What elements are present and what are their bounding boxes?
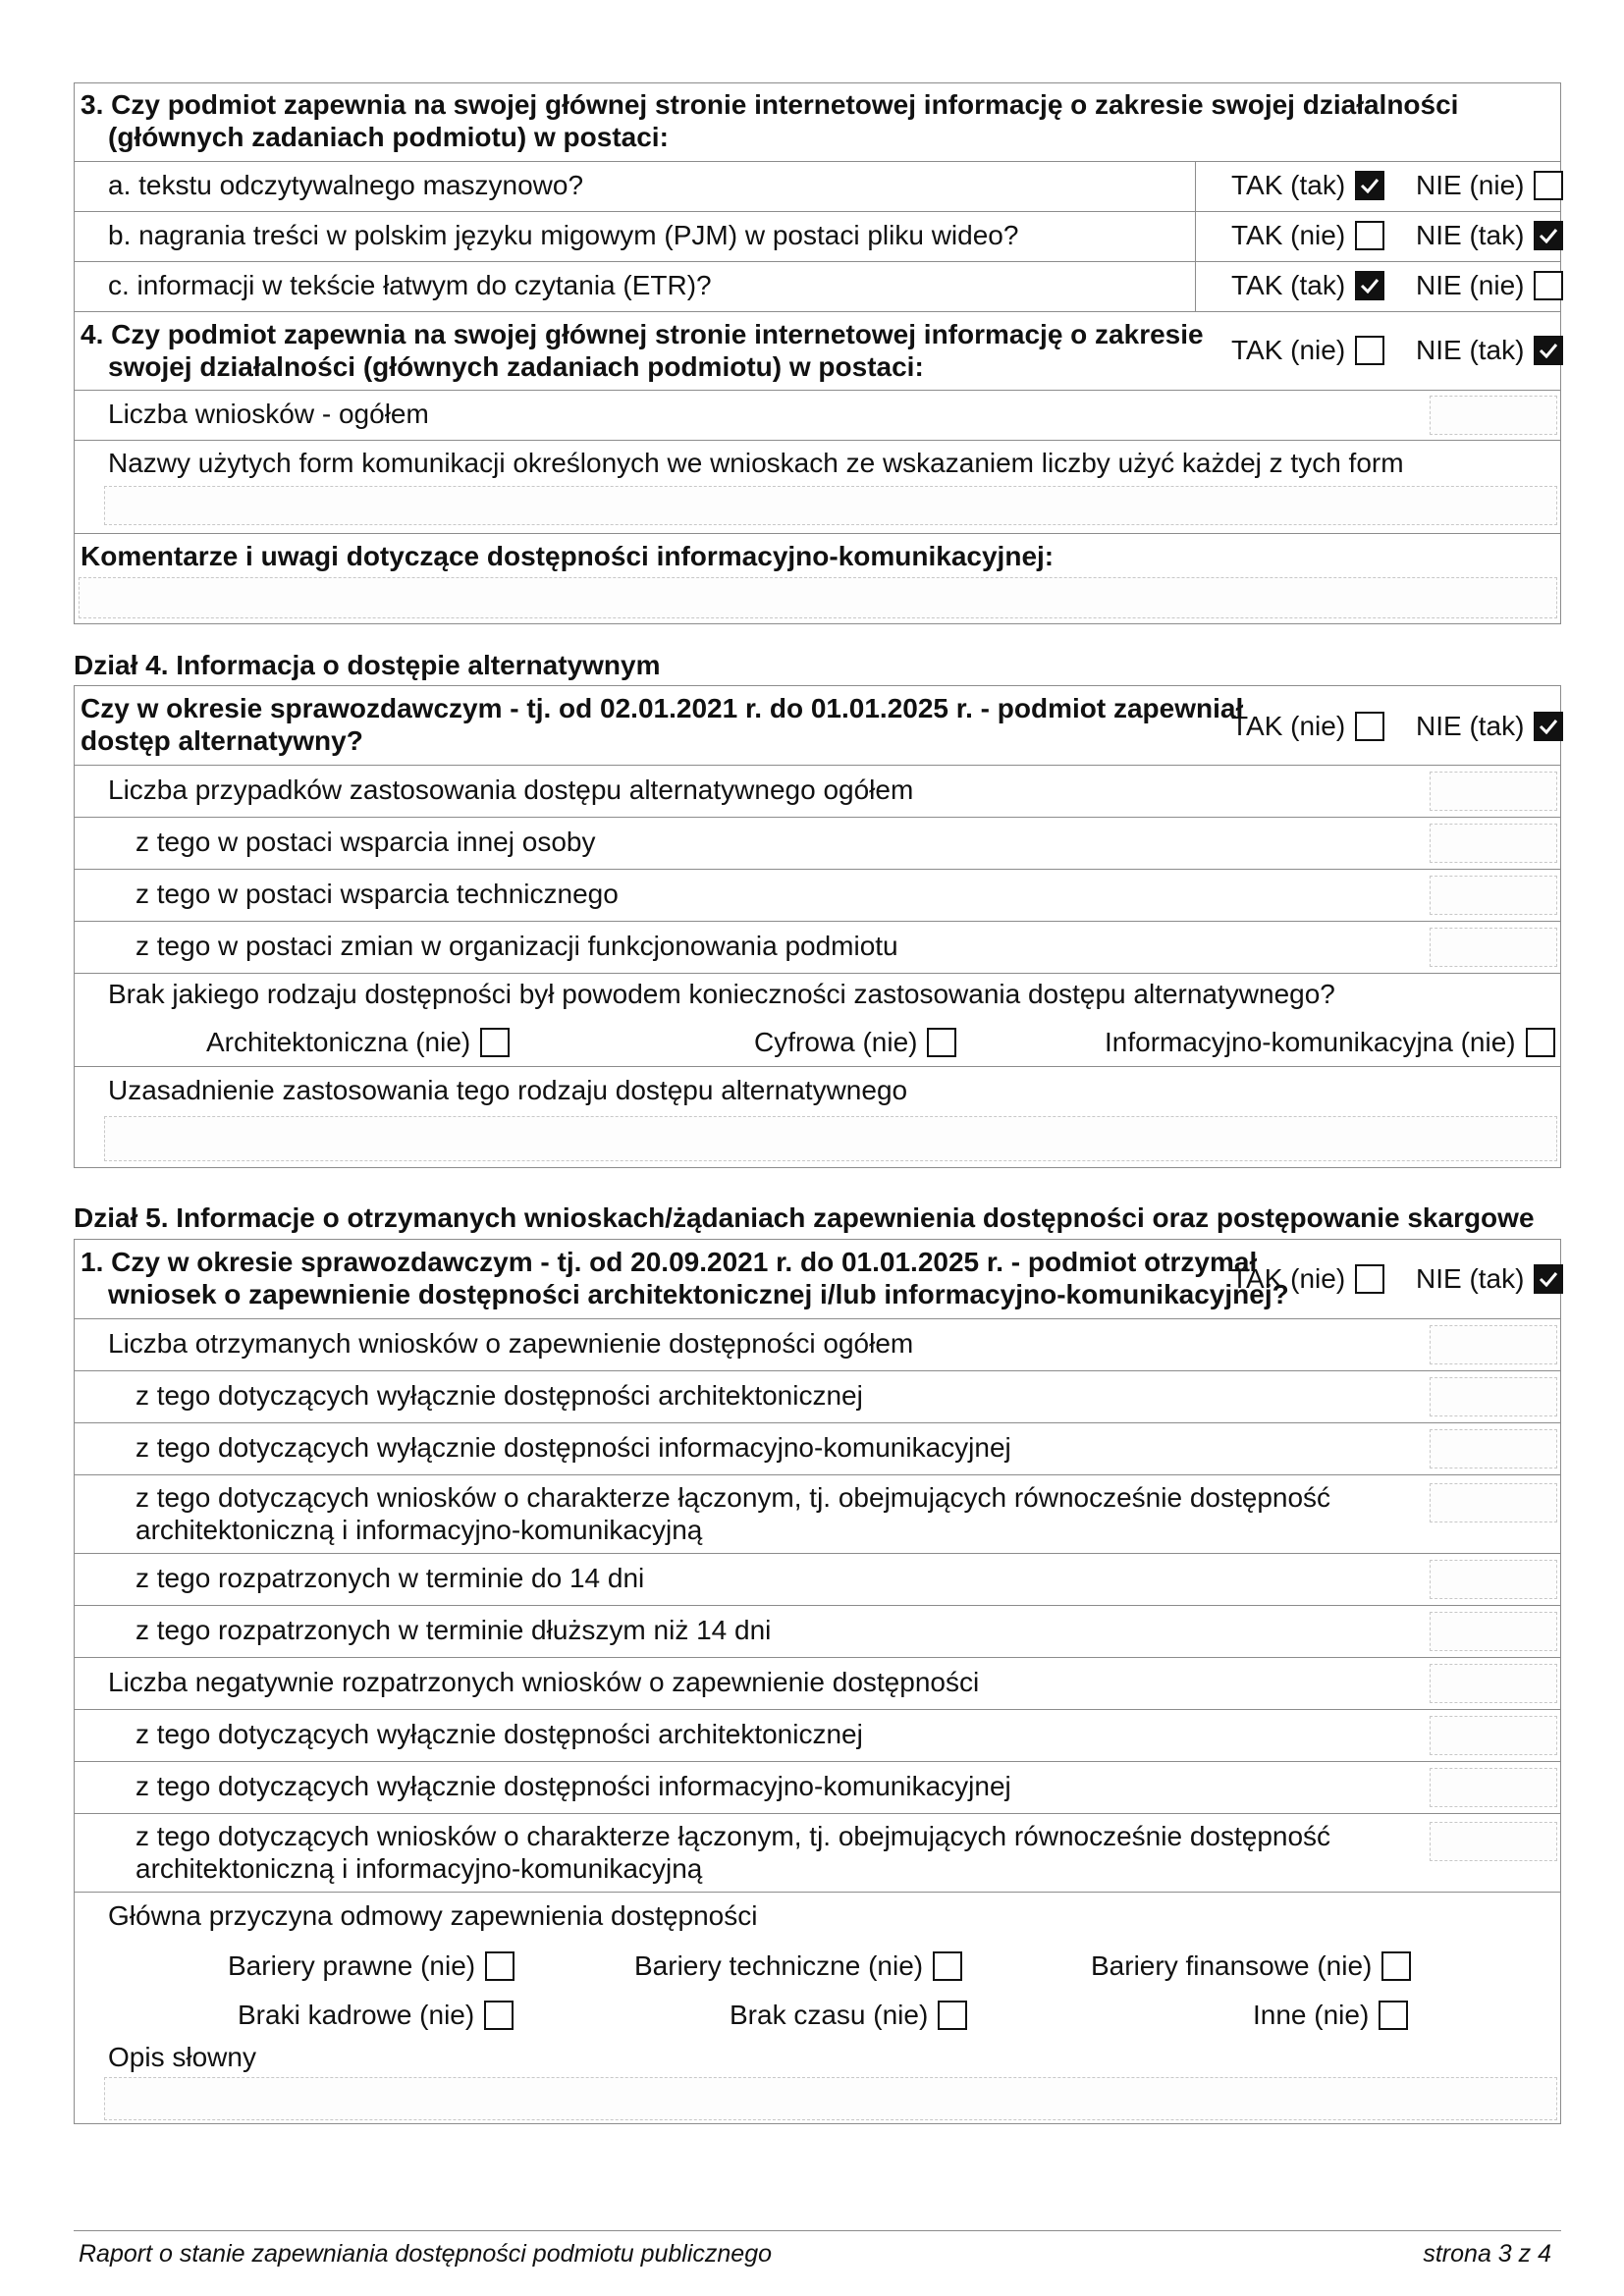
q3a-text: a. tekstu odczytywalnego maszynowo? (108, 170, 584, 200)
s4-row-total (75, 765, 1560, 817)
check-icon (1360, 278, 1380, 294)
s5-brak-czasu-label: Brak czasu (nie) (730, 2000, 929, 2030)
q3b-nie-label: NIE (tak) (1416, 220, 1525, 250)
q3c-text: c. informacji w tekście łatwym do czytania (ETR)? (108, 270, 712, 300)
s5-nie-option[interactable] (1416, 1262, 1563, 1296)
s4-row-osoba-label: z tego w postaci wsparcia innej osoby (135, 827, 596, 857)
section5-title: Dział 5. Informacje o otrzymanych wnioskach/żądaniach zapewnienia dostępności oraz postępowanie skargowe (74, 1202, 1535, 1233)
column-divider (1195, 162, 1196, 211)
s5-bariery-techniczne-checkbox[interactable] (933, 1951, 962, 1981)
s5-row-10-label-line1: z tego dotyczących wniosków o charakterze łączonym, tj. obejmujących równocześnie dostępność (135, 1821, 1331, 1851)
s4-nie-option[interactable] (1416, 710, 1563, 743)
s4-cyfrowa-option[interactable] (754, 1026, 956, 1059)
komentarze-row (75, 533, 1560, 623)
s5-braki-kadrowe-checkbox[interactable] (484, 2001, 514, 2030)
q3c-nie-option[interactable] (1416, 269, 1563, 302)
s5-row-8 (75, 1709, 1560, 1761)
check-icon (1539, 343, 1558, 358)
s4-arch-option[interactable] (206, 1026, 510, 1059)
s5-przyczyna-label: Główna przyczyna odmowy zapewnienia dostępności (108, 1900, 758, 1931)
column-divider (1195, 262, 1196, 311)
s5-row-3 (75, 1422, 1560, 1474)
s5-brak-czasu-checkbox[interactable] (938, 2001, 967, 2030)
s5-row-1-input[interactable] (1430, 1325, 1557, 1364)
q3c-tak-checkbox[interactable] (1355, 271, 1384, 300)
q3b-row (75, 211, 1560, 261)
s5-nie-checkbox[interactable] (1534, 1264, 1563, 1294)
s4-tak-label: TAK (nie) (1231, 711, 1346, 741)
s5-bariery-techniczne-option[interactable] (634, 1949, 962, 1983)
s5-row-7-input[interactable] (1430, 1664, 1557, 1703)
check-icon (1539, 228, 1558, 243)
s4-row-total-label: Liczba przypadków zastosowania dostępu alternatywnego ogółem (108, 774, 914, 805)
s5-question-line2: wniosek o zapewnienie dostępności architektonicznej i/lub informacyjno-komunikacyjnej? (108, 1279, 1289, 1309)
s5-row-2 (75, 1370, 1560, 1422)
s4-brak-label: Brak jakiego rodzaju dostępności był powodem konieczności zastosowania dostępu alternatywnego? (108, 979, 1335, 1009)
s4-question-row (75, 686, 1560, 765)
q3-header-row (75, 83, 1560, 161)
footer-title: Raport o stanie zapewniania dostępności podmiotu publicznego (79, 2240, 773, 2268)
s5-row-5-input[interactable] (1430, 1560, 1557, 1599)
s5-row-3-input[interactable] (1430, 1429, 1557, 1468)
nazwy-row (75, 440, 1560, 533)
s4-info-option[interactable] (1105, 1026, 1555, 1059)
q3a-tak-label: TAK (tak) (1231, 170, 1346, 200)
q4-nie-label: NIE (tak) (1416, 335, 1525, 365)
q4-tak-checkbox[interactable] (1355, 336, 1384, 365)
q3b-nie-option[interactable] (1416, 219, 1563, 252)
s5-row-7 (75, 1657, 1560, 1709)
s5-nie-label: NIE (tak) (1416, 1263, 1525, 1294)
check-icon (1360, 178, 1380, 193)
check-icon (1539, 1271, 1558, 1287)
q3c-nie-label: NIE (nie) (1416, 270, 1525, 300)
s4-uzasadnienie-input[interactable] (104, 1116, 1557, 1161)
s5-row-2-label: z tego dotyczących wyłącznie dostępności architektonicznej (135, 1380, 863, 1411)
q3a-row (75, 161, 1560, 211)
s5-row-3-label: z tego dotyczących wyłącznie dostępności informacyjno-komunikacyjnej (135, 1432, 1011, 1463)
s4-row-techniczne-label: z tego w postaci wsparcia technicznego (135, 879, 619, 909)
section4-table (74, 685, 1561, 1168)
komentarze-label: Komentarze i uwagi dotyczące dostępności informacyjno-komunikacyjnej: (81, 541, 1055, 571)
s5-braki-kadrowe-option[interactable] (238, 1999, 514, 2032)
q3a-nie-option[interactable] (1416, 169, 1563, 202)
s5-opis-label: Opis słowny (108, 2042, 256, 2072)
s4-uzasadnienie-label: Uzasadnienie zastosowania tego rodzaju dostępu alternatywnego (108, 1075, 908, 1105)
s4-row-techniczne (75, 869, 1560, 921)
q4-nie-checkbox[interactable] (1534, 336, 1563, 365)
nazwy-input[interactable] (104, 486, 1557, 525)
wnioski-label: Liczba wniosków - ogółem (108, 399, 429, 429)
s5-row-5-label: z tego rozpatrzonych w terminie do 14 dni (135, 1563, 645, 1593)
q4-nie-option[interactable] (1416, 334, 1563, 367)
section3-table (74, 82, 1561, 624)
s5-bariery-finansowe-label: Bariery finansowe (nie) (1091, 1950, 1373, 1981)
s5-row-8-input[interactable] (1430, 1716, 1557, 1755)
s5-row-7-label: Liczba negatywnie rozpatrzonych wniosków o zapewnienie dostępności (108, 1667, 980, 1697)
s5-brak-czasu-option[interactable] (730, 1999, 967, 2032)
column-divider (1195, 212, 1196, 261)
wnioski-row (75, 390, 1560, 440)
s5-row-1-label: Liczba otrzymanych wniosków o zapewnienie dostępności ogółem (108, 1328, 914, 1359)
q4-title-line2: swojej działalności (głównych zadaniach podmiotu) w postaci: (108, 351, 924, 382)
s4-question-line1: Czy w okresie sprawozdawczym - tj. od 02.01.2021 r. do 01.01.2025 r. - podmiot zapewniał (81, 693, 1244, 723)
s4-tak-option[interactable] (1231, 710, 1384, 743)
s5-tak-label: TAK (nie) (1231, 1263, 1346, 1294)
s5-inne-label: Inne (nie) (1253, 2000, 1370, 2030)
section5-table (74, 1239, 1561, 2124)
q3b-tak-option[interactable] (1231, 219, 1384, 252)
q3b-nie-checkbox[interactable] (1534, 221, 1563, 250)
s5-row-6 (75, 1605, 1560, 1657)
s5-row-4 (75, 1474, 1560, 1553)
s5-row-6-label: z tego rozpatrzonych w terminie dłuższym niż 14 dni (135, 1615, 772, 1645)
q3b-tak-label: TAK (nie) (1231, 220, 1346, 250)
s4-nie-checkbox[interactable] (1534, 712, 1563, 741)
s5-row-1 (75, 1318, 1560, 1370)
komentarze-input[interactable] (79, 577, 1557, 618)
q4-title-line1: 4. Czy podmiot zapewnia na swojej głównej stronie internetowej informację o zakresie (81, 319, 1204, 349)
s4-row-organizacja-input[interactable] (1430, 928, 1557, 967)
s4-cyfrowa-checkbox[interactable] (927, 1028, 956, 1057)
footer-divider (74, 2230, 1561, 2231)
footer-page-number: strona 3 z 4 (1423, 2240, 1551, 2268)
q3a-tak-option[interactable] (1231, 169, 1384, 202)
s5-row-10-input[interactable] (1430, 1822, 1557, 1861)
s5-bariery-prawne-option[interactable] (228, 1949, 514, 1983)
s5-question-row (75, 1240, 1560, 1318)
s5-opis-input[interactable] (104, 2077, 1557, 2120)
s4-row-osoba (75, 817, 1560, 869)
q3a-nie-label: NIE (nie) (1416, 170, 1525, 200)
s5-row-4-label-line1: z tego dotyczących wniosków o charakterze łączonym, tj. obejmujących równocześnie dostępność (135, 1482, 1331, 1513)
s4-arch-checkbox[interactable] (480, 1028, 510, 1057)
s5-row-2-input[interactable] (1430, 1377, 1557, 1416)
s4-info-checkbox[interactable] (1526, 1028, 1555, 1057)
s5-row-8-label: z tego dotyczących wyłącznie dostępności architektonicznej (135, 1719, 863, 1749)
s4-arch-label: Architektoniczna (nie) (206, 1027, 471, 1057)
s4-row-techniczne-input[interactable] (1430, 876, 1557, 915)
nazwy-label: Nazwy użytych form komunikacji określonych we wnioskach ze wskazaniem liczby użyć każdej z tych form (108, 448, 1404, 478)
q3c-tak-label: TAK (tak) (1231, 270, 1346, 300)
s4-info-label: Informacyjno-komunikacyjna (nie) (1105, 1027, 1516, 1057)
s5-row-10-label-line2: architektoniczną i informacyjno-komunikacyjną (135, 1853, 703, 1884)
s5-row-6-input[interactable] (1430, 1612, 1557, 1651)
q3c-nie-checkbox[interactable] (1534, 271, 1563, 300)
s4-cyfrowa-label: Cyfrowa (nie) (754, 1027, 918, 1057)
s5-tak-checkbox[interactable] (1355, 1264, 1384, 1294)
q3-title-line2: (głównych zadaniach podmiotu) w postaci: (108, 122, 669, 152)
s5-bariery-prawne-checkbox[interactable] (485, 1951, 514, 1981)
s5-bariery-finansowe-option[interactable] (1091, 1949, 1411, 1983)
q3b-tak-checkbox[interactable] (1355, 221, 1384, 250)
q3b-text: b. nagrania treści w polskim języku migowym (PJM) w postaci pliku wideo? (108, 220, 1019, 250)
check-icon (1539, 719, 1558, 734)
s5-row-5 (75, 1553, 1560, 1605)
s4-question-line2: dostęp alternatywny? (81, 725, 363, 756)
q3-title-line1: 3. Czy podmiot zapewnia na swojej głównej stronie internetowej informację o zakresie swojej działalności (81, 89, 1459, 120)
s4-row-organizacja (75, 921, 1560, 973)
q3c-row (75, 261, 1560, 311)
s5-bariery-techniczne-label: Bariery techniczne (nie) (634, 1950, 924, 1981)
s5-row-10 (75, 1813, 1560, 1892)
s5-bariery-prawne-label: Bariery prawne (nie) (228, 1950, 476, 1981)
q4-tak-label: TAK (nie) (1231, 335, 1346, 365)
s5-tak-option[interactable] (1231, 1262, 1384, 1296)
s4-row-organizacja-label: z tego w postaci zmian w organizacji funkcjonowania podmiotu (135, 931, 898, 961)
wnioski-count-input[interactable] (1430, 396, 1557, 435)
s5-przyczyna-row (75, 1892, 1560, 2123)
s5-bariery-finansowe-checkbox[interactable] (1381, 1951, 1411, 1981)
s5-row-4-input[interactable] (1430, 1483, 1557, 1522)
s4-row-total-input[interactable] (1430, 772, 1557, 811)
s5-inne-checkbox[interactable] (1379, 2001, 1408, 2030)
q4-header-row (75, 311, 1560, 390)
s5-row-9-input[interactable] (1430, 1768, 1557, 1807)
s5-question-line1: 1. Czy w okresie sprawozdawczym - tj. od 20.09.2021 r. do 01.01.2025 r. - podmiot otrzymał (81, 1247, 1258, 1277)
q3a-tak-checkbox[interactable] (1355, 171, 1384, 200)
s5-row-4-label-line2: architektoniczną i informacyjno-komunikacyjną (135, 1515, 703, 1545)
q3a-nie-checkbox[interactable] (1534, 171, 1563, 200)
s5-braki-kadrowe-label: Braki kadrowe (nie) (238, 2000, 475, 2030)
section4-title: Dział 4. Informacja o dostępie alternatywnym (74, 650, 661, 680)
s5-inne-option[interactable] (1253, 1999, 1408, 2032)
q3c-tak-option[interactable] (1231, 269, 1384, 302)
s4-uzasadnienie-row (75, 1066, 1560, 1167)
s5-row-9 (75, 1761, 1560, 1813)
s4-row-osoba-input[interactable] (1430, 824, 1557, 863)
q4-tak-option[interactable] (1231, 334, 1384, 367)
s4-tak-checkbox[interactable] (1355, 712, 1384, 741)
s5-row-9-label: z tego dotyczących wyłącznie dostępności informacyjno-komunikacyjnej (135, 1771, 1011, 1801)
s4-brak-row (75, 973, 1560, 1066)
s4-nie-label: NIE (tak) (1416, 711, 1525, 741)
